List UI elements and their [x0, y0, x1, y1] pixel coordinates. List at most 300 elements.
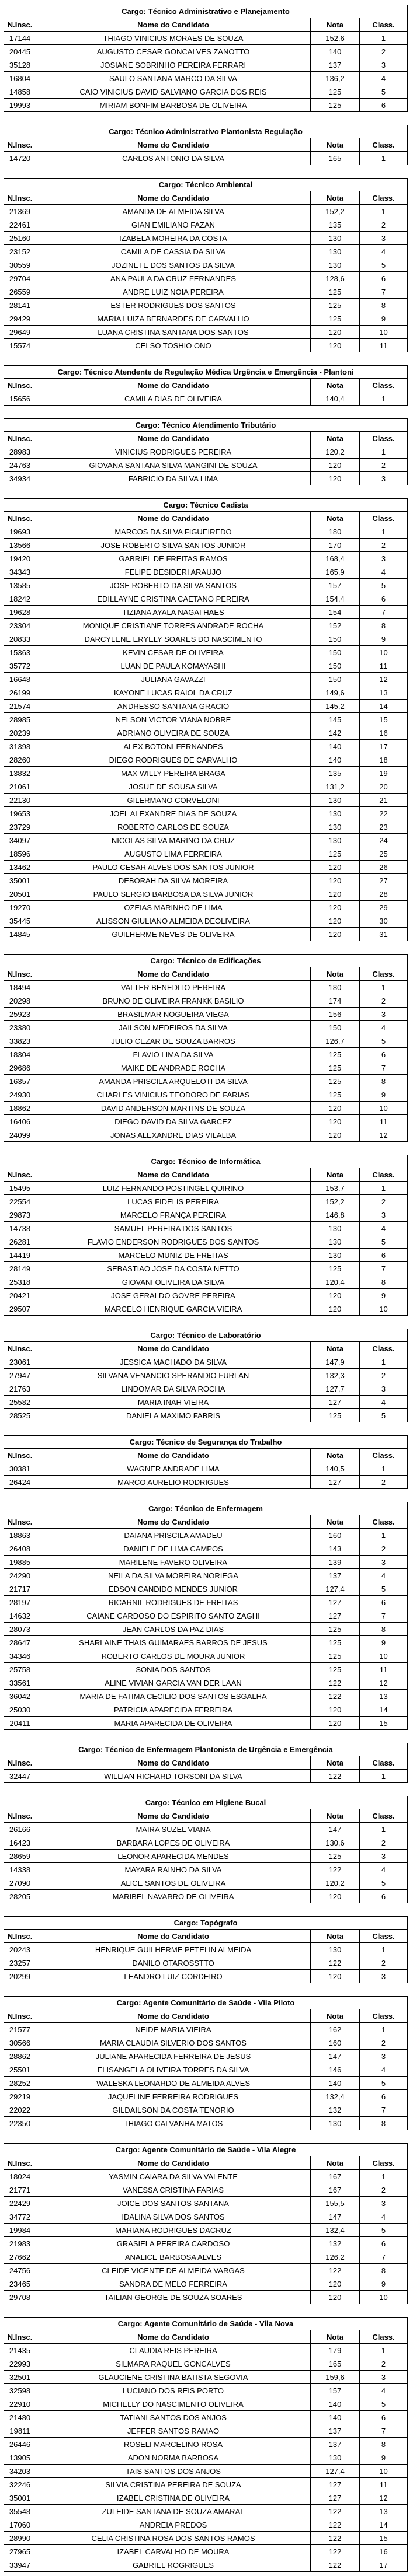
score: 146,8	[311, 1208, 360, 1221]
candidate-name: JULIANE APARECIDA FERREIRA DE JESUS	[36, 2050, 311, 2063]
header-candidate-name: Nome do Candidato	[36, 2009, 311, 2022]
score: 147	[311, 2050, 360, 2063]
candidate-row	[4, 258, 408, 272]
ranking: 12	[360, 1676, 408, 1689]
candidate-name: CAMILA DE CASSIA DA SILVA	[36, 245, 311, 258]
candidate-name: ANALICE BARBOSA ALVES	[36, 2250, 311, 2263]
candidate-row	[4, 2532, 408, 2545]
score: 120	[311, 1302, 360, 1315]
inscription-number: 22461	[4, 218, 36, 231]
inscription-number: 14338	[4, 1863, 36, 1876]
inscription-number: 29649	[4, 326, 36, 338]
inscription-number: 19653	[4, 807, 36, 820]
candidate-name: FLAVIO ENDERSON RODRIGUES DOS SANTOS	[36, 1235, 311, 1248]
candidate-name: DIEGO RODRIGUES DE CARVALHO	[36, 753, 311, 766]
ranking: 8	[360, 2264, 408, 2277]
candidate-name: ROBERTO CARLOS DE MOURA JUNIOR	[36, 1649, 311, 1662]
candidate-name: LEANDRO LUIZ CORDEIRO	[36, 1970, 311, 1983]
inscription-number: 19811	[4, 2424, 36, 2437]
header-ranking: Class.	[360, 2009, 408, 2022]
candidate-name: IZABEL CRISTINA DE OLIVEIRA	[36, 2491, 311, 2504]
header-inscription-number: N.Insc.	[4, 2156, 36, 2169]
cargo-section	[4, 418, 408, 485]
inscription-number: 28252	[4, 2077, 36, 2089]
ranking: 5	[360, 85, 408, 98]
ranking: 8	[360, 2438, 408, 2451]
candidate-row	[4, 1970, 408, 1983]
inscription-number: 21480	[4, 2411, 36, 2424]
candidate-name: NELSON VICTOR VIANA NOBRE	[36, 713, 311, 726]
inscription-number: 18494	[4, 981, 36, 994]
candidate-name: GLAUCIENE CRISTINA BATISTA SEGOVIA	[36, 2371, 311, 2383]
candidate-row	[4, 2036, 408, 2050]
ranking: 5	[360, 2224, 408, 2236]
ranking: 12	[360, 2491, 408, 2504]
inscription-number: 23152	[4, 245, 36, 258]
candidate-name: AUGUSTO CESAR GONCALVES ZANOTTO	[36, 45, 311, 58]
ranking: 2	[360, 1476, 408, 1488]
ranking: 11	[360, 339, 408, 352]
ranking: 6	[360, 272, 408, 285]
ranking: 4	[360, 2063, 408, 2076]
candidate-name: AUGUSTO LIMA FERREIRA	[36, 847, 311, 860]
header-inscription-number: N.Insc.	[4, 512, 36, 525]
score: 168,4	[311, 552, 360, 565]
candidate-name: JAILSON MEDEIROS DA SILVA	[36, 1021, 311, 1034]
header-ranking: Class.	[360, 967, 408, 980]
candidate-name: BRUNO DE OLIVEIRA FRANKK BASILIO	[36, 994, 311, 1007]
candidate-row	[4, 807, 408, 820]
inscription-number: 13905	[4, 2451, 36, 2464]
candidate-name: ANDREIA PREDOS	[36, 2518, 311, 2531]
candidate-row	[4, 1034, 408, 1048]
score: 137	[311, 2438, 360, 2451]
ranking: 15	[360, 713, 408, 726]
score: 125	[311, 1088, 360, 1101]
inscription-number: 18862	[4, 1102, 36, 1114]
score: 147,9	[311, 1355, 360, 1368]
candidate-row	[4, 1409, 408, 1422]
candidate-name: ALICE SANTOS DE OLIVEIRA	[36, 1876, 311, 1889]
header-inscription-number: N.Insc.	[4, 967, 36, 980]
candidate-name: SONIA DOS SANTOS	[36, 1663, 311, 1676]
ranking: 4	[360, 2210, 408, 2223]
candidate-row	[4, 2090, 408, 2103]
inscription-number: 32246	[4, 2478, 36, 2491]
candidate-row	[4, 713, 408, 726]
candidate-name: FABRICIO DA SILVA LIMA	[36, 472, 311, 485]
ranking: 6	[360, 592, 408, 605]
candidate-name: LUAN DE PAULA KOMAYASHI	[36, 659, 311, 672]
inscription-number: 26166	[4, 1823, 36, 1836]
candidate-name: LUANA CRISTINA SANTANA DOS SANTOS	[36, 326, 311, 338]
inscription-number: 21435	[4, 2344, 36, 2357]
inscription-number: 25160	[4, 232, 36, 244]
score: 149,6	[311, 686, 360, 699]
header-candidate-name: Nome do Candidato	[36, 967, 311, 980]
candidate-name: DEBORAH DA SILVA MOREIRA	[36, 874, 311, 887]
ranking: 15	[360, 1717, 408, 1729]
cargo-section	[4, 1502, 408, 1730]
header-ranking: Class.	[360, 432, 408, 445]
candidate-row	[4, 1542, 408, 1556]
inscription-number: 22130	[4, 794, 36, 806]
ranking: 2	[360, 1195, 408, 1208]
inscription-number: 14738	[4, 1222, 36, 1235]
ranking: 7	[360, 606, 408, 618]
candidate-name: LUCIANO DOS REIS PORTO	[36, 2384, 311, 2397]
table-header-row	[4, 379, 408, 392]
candidate-row	[4, 2291, 408, 2304]
candidate-row	[4, 2170, 408, 2183]
candidate-row	[4, 1289, 408, 1302]
candidate-name: IDALINA SILVA DOS SANTOS	[36, 2210, 311, 2223]
ranking: 10	[360, 2291, 408, 2304]
candidate-row	[4, 1676, 408, 1690]
ranking: 1	[360, 525, 408, 538]
ranking: 6	[360, 1048, 408, 1061]
ranking: 21	[360, 794, 408, 806]
candidate-row	[4, 1663, 408, 1676]
candidate-name: CARLOS ANTONIO DA SILVA	[36, 152, 311, 165]
ranking: 5	[360, 1409, 408, 1422]
inscription-number: 18304	[4, 1048, 36, 1061]
cargo-title: Cargo: Técnico de Enfermagem	[4, 1502, 408, 1515]
table-header-row	[4, 1515, 408, 1529]
ranking: 29	[360, 901, 408, 914]
score: 122	[311, 2545, 360, 2558]
candidate-name: FLAVIO LIMA DA SILVA	[36, 1048, 311, 1061]
candidate-name: LINDOMAR DA SILVA ROCHA	[36, 1382, 311, 1395]
candidate-name: MAIRA SUZEL VIANA	[36, 1823, 311, 1836]
ranking: 2	[360, 1956, 408, 1969]
candidate-name: EDSON CANDIDO MENDES JUNIOR	[36, 1582, 311, 1595]
ranking: 5	[360, 2077, 408, 2089]
candidate-name: DANIELA MAXIMO FABRIS	[36, 1409, 311, 1422]
ranking: 2	[360, 218, 408, 231]
inscription-number: 26446	[4, 2438, 36, 2451]
ranking: 3	[360, 1008, 408, 1020]
inscription-number: 14845	[4, 928, 36, 941]
candidate-row	[4, 874, 408, 887]
score: 167	[311, 2170, 360, 2183]
cargo-title-row	[4, 1796, 408, 1809]
ranking: 2	[360, 2357, 408, 2370]
candidate-row	[4, 2558, 408, 2572]
header-candidate-name: Nome do Candidato	[36, 1756, 311, 1769]
candidate-row	[4, 2438, 408, 2451]
candidate-name: DANILO OTAROSSTTO	[36, 1956, 311, 1969]
inscription-number: 30566	[4, 2036, 36, 2049]
candidate-row	[4, 1061, 408, 1075]
inscription-number: 20243	[4, 1943, 36, 1956]
candidate-row	[4, 606, 408, 619]
candidate-row	[4, 525, 408, 539]
header-candidate-name: Nome do Candidato	[36, 512, 311, 525]
score: 152	[311, 619, 360, 632]
ranking: 11	[360, 1663, 408, 1676]
inscription-number: 27090	[4, 1876, 36, 1889]
score: 180	[311, 525, 360, 538]
candidate-row	[4, 1956, 408, 1970]
score: 130	[311, 2117, 360, 2130]
ranking: 7	[360, 1262, 408, 1275]
candidate-row	[4, 1596, 408, 1609]
header-candidate-name: Nome do Candidato	[36, 18, 311, 31]
ranking: 4	[360, 2384, 408, 2397]
score: 140,4	[311, 392, 360, 405]
score: 120	[311, 887, 360, 900]
inscription-number: 29429	[4, 312, 36, 325]
inscription-number: 22554	[4, 1195, 36, 1208]
ranking: 8	[360, 2117, 408, 2130]
ranking: 3	[360, 1850, 408, 1862]
inscription-number: 34097	[4, 834, 36, 847]
inscription-number: 28205	[4, 1890, 36, 1903]
candidate-row	[4, 847, 408, 861]
score: 130	[311, 1222, 360, 1235]
score: 165	[311, 2357, 360, 2370]
ranking: 6	[360, 99, 408, 111]
candidate-row	[4, 1943, 408, 1956]
ranking: 1	[360, 392, 408, 405]
ranking: 16	[360, 2545, 408, 2558]
candidate-row	[4, 2237, 408, 2250]
score: 135	[311, 218, 360, 231]
header-candidate-name: Nome do Candidato	[36, 379, 311, 392]
inscription-number: 21061	[4, 780, 36, 793]
ranking: 1	[360, 445, 408, 458]
candidate-row	[4, 901, 408, 914]
candidate-name: ALINE VIVIAN GARCIA VAN DER LAAN	[36, 1676, 311, 1689]
inscription-number: 16804	[4, 72, 36, 85]
header-inscription-number: N.Insc.	[4, 1809, 36, 1822]
candidate-name: MARIBEL NAVARRO DE OLIVEIRA	[36, 1890, 311, 1903]
cargo-title-row	[4, 498, 408, 512]
score: 120	[311, 928, 360, 941]
score: 165,9	[311, 565, 360, 578]
score: 122	[311, 1863, 360, 1876]
candidate-name: PAULO CESAR ALVES DOS SANTOS JUNIOR	[36, 861, 311, 873]
inscription-number: 26408	[4, 1542, 36, 1555]
score: 167	[311, 2183, 360, 2196]
candidate-name: WALESKA LEONARDO DE ALMEIDA ALVES	[36, 2077, 311, 2089]
inscription-number: 25318	[4, 1275, 36, 1288]
inscription-number: 32598	[4, 2384, 36, 2397]
score: 152,2	[311, 1195, 360, 1208]
candidate-row	[4, 1649, 408, 1663]
candidate-name: MIRIAM BONFIM BARBOSA DE OLIVEIRA	[36, 99, 311, 111]
inscription-number: 35128	[4, 58, 36, 71]
candidate-name: JEFFER SANTOS RAMAO	[36, 2424, 311, 2437]
candidate-name: ROBERTO CARLOS DE SOUZA	[36, 820, 311, 833]
ranking: 13	[360, 2505, 408, 2518]
score: 142	[311, 726, 360, 739]
candidate-name: IZABEL CARVALHO DE MOURA	[36, 2545, 311, 2558]
score: 120	[311, 1102, 360, 1114]
candidate-name: LUCAS FIDELIS PEREIRA	[36, 1195, 311, 1208]
header-candidate-name: Nome do Candidato	[36, 1515, 311, 1528]
score: 127,4	[311, 1582, 360, 1595]
candidate-name: NEIDE MARIA VIEIRA	[36, 2023, 311, 2036]
inscription-number: 28260	[4, 753, 36, 766]
cargo-title: Cargo: Técnico em Higiene Bucal	[4, 1796, 408, 1809]
ranking: 17	[360, 740, 408, 753]
candidate-name: NEILA DA SILVA MOREIRA NORIEGA	[36, 1569, 311, 1582]
candidate-name: DARCYLENE ERYELY SOARES DO NASCIMENTO	[36, 632, 311, 645]
ranking: 6	[360, 2411, 408, 2424]
inscription-number: 24930	[4, 1088, 36, 1101]
candidate-name: JOSUE DE SOUSA SILVA	[36, 780, 311, 793]
candidate-name: SILVIA CRISTINA PEREIRA DE SOUZA	[36, 2478, 311, 2491]
candidate-row	[4, 1609, 408, 1623]
candidate-row	[4, 1569, 408, 1582]
score: 130	[311, 807, 360, 820]
inscription-number: 21574	[4, 700, 36, 712]
score: 125	[311, 1649, 360, 1662]
header-score: Nota	[311, 1809, 360, 1822]
header-ranking: Class.	[360, 1756, 408, 1769]
candidate-name: MARILENE FAVERO OLIVEIRA	[36, 1556, 311, 1568]
ranking: 5	[360, 1582, 408, 1595]
table-header-row	[4, 1168, 408, 1182]
header-ranking: Class.	[360, 1168, 408, 1181]
candidate-row	[4, 299, 408, 312]
inscription-number: 23465	[4, 2277, 36, 2290]
ranking: 1	[360, 1182, 408, 1194]
inscription-number: 31398	[4, 740, 36, 753]
table-header-row	[4, 1342, 408, 1355]
score: 130	[311, 1943, 360, 1956]
score: 127	[311, 2478, 360, 2491]
score: 122	[311, 1676, 360, 1689]
inscription-number: 26281	[4, 1235, 36, 1248]
candidate-row	[4, 2344, 408, 2357]
candidate-name: MONIQUE CRISTIANE TORRES ANDRADE ROCHA	[36, 619, 311, 632]
candidate-name: GABRIEL DE FREITAS RAMOS	[36, 552, 311, 565]
candidate-row	[4, 1890, 408, 1903]
ranking: 1	[360, 32, 408, 44]
ranking: 5	[360, 1034, 408, 1047]
candidate-row	[4, 686, 408, 700]
score: 120	[311, 1890, 360, 1903]
candidate-row	[4, 579, 408, 592]
candidate-name: MARCELO FRANÇA PEREIRA	[36, 1208, 311, 1221]
candidate-row	[4, 1850, 408, 1863]
score: 137	[311, 58, 360, 71]
inscription-number: 29686	[4, 1061, 36, 1074]
cargo-title-row	[4, 125, 408, 138]
header-score: Nota	[311, 1449, 360, 1462]
score: 127	[311, 1476, 360, 1488]
header-ranking: Class.	[360, 1449, 408, 1462]
candidate-name: CLAUDIA REIS PEREIRA	[36, 2344, 311, 2357]
candidate-row	[4, 592, 408, 606]
inscription-number: 25923	[4, 1008, 36, 1020]
candidate-row	[4, 2371, 408, 2384]
table-header-row	[4, 18, 408, 32]
ranking: 3	[360, 232, 408, 244]
candidate-name: ESTER RODRIGUES DOS SANTOS	[36, 299, 311, 312]
candidate-row	[4, 45, 408, 58]
inscription-number: 23257	[4, 1956, 36, 1969]
inscription-number: 29708	[4, 2291, 36, 2304]
cargo-section	[4, 954, 408, 1142]
inscription-number: 15656	[4, 392, 36, 405]
candidate-name: MARIA CLAUDIA SILVERIO DOS SANTOS	[36, 2036, 311, 2049]
ranking: 11	[360, 1115, 408, 1128]
inscription-number: 18596	[4, 847, 36, 860]
inscription-number: 19270	[4, 901, 36, 914]
cargo-title-row	[4, 2143, 408, 2156]
candidate-name: ZULEIDE SANTANA DE SOUZA AMARAL	[36, 2505, 311, 2518]
score: 130	[311, 245, 360, 258]
candidate-row	[4, 2023, 408, 2036]
candidate-row	[4, 285, 408, 299]
ranking: 12	[360, 1128, 408, 1141]
candidate-row	[4, 459, 408, 472]
candidate-row	[4, 2117, 408, 2130]
ranking: 17	[360, 2558, 408, 2571]
ranking: 1	[360, 1462, 408, 1475]
score: 120	[311, 1128, 360, 1141]
inscription-number: 16357	[4, 1075, 36, 1088]
candidate-row	[4, 339, 408, 352]
cargo-section	[4, 1155, 408, 1316]
candidate-name: TAILIAN GEORGE DE SOUZA SOARES	[36, 2291, 311, 2304]
candidate-row	[4, 1876, 408, 1890]
score: 132,3	[311, 1369, 360, 1382]
candidate-row	[4, 2250, 408, 2264]
ranking: 4	[360, 1021, 408, 1034]
candidate-row	[4, 2224, 408, 2237]
inscription-number: 23061	[4, 1355, 36, 1368]
candidate-name: BRASILMAR NOGUEIRA VIEGA	[36, 1008, 311, 1020]
candidate-row	[4, 1235, 408, 1249]
candidate-row	[4, 820, 408, 834]
cargo-title: Cargo: Técnico de Enfermagem Plantonista de Urgência e Emergência	[4, 1743, 408, 1756]
inscription-number: 35445	[4, 914, 36, 927]
cargo-title: Cargo: Técnico de Informática	[4, 1155, 408, 1168]
score: 132	[311, 2103, 360, 2116]
ranking: 2	[360, 459, 408, 471]
score: 128,6	[311, 272, 360, 285]
score: 150	[311, 673, 360, 686]
candidate-name: ROSELI MARCELINO ROSA	[36, 2438, 311, 2451]
score: 130	[311, 1235, 360, 1248]
score: 137	[311, 2424, 360, 2437]
cargo-section	[4, 178, 408, 352]
inscription-number: 24756	[4, 2264, 36, 2277]
candidate-name: MARIANA RODRIGUES DACRUZ	[36, 2224, 311, 2236]
score: 157	[311, 579, 360, 592]
candidate-row	[4, 1115, 408, 1128]
candidate-name: VANESSA CRISTINA FARIAS	[36, 2183, 311, 2196]
ranking: 1	[360, 981, 408, 994]
ranking: 5	[360, 1235, 408, 1248]
inscription-number: 14720	[4, 152, 36, 165]
header-score: Nota	[311, 1515, 360, 1528]
candidate-name: OZEIAS MARINHO DE LIMA	[36, 901, 311, 914]
table-header-row	[4, 1449, 408, 1462]
score: 132	[311, 2237, 360, 2250]
cargo-title: Cargo: Agente Comunitário de Saúde - Vila Nova	[4, 2318, 408, 2330]
score: 159,6	[311, 2371, 360, 2383]
inscription-number: 21577	[4, 2023, 36, 2036]
candidate-row	[4, 1836, 408, 1850]
candidate-name: THIAGO CALVANHA MATOS	[36, 2117, 311, 2130]
inscription-number: 14419	[4, 1249, 36, 1261]
